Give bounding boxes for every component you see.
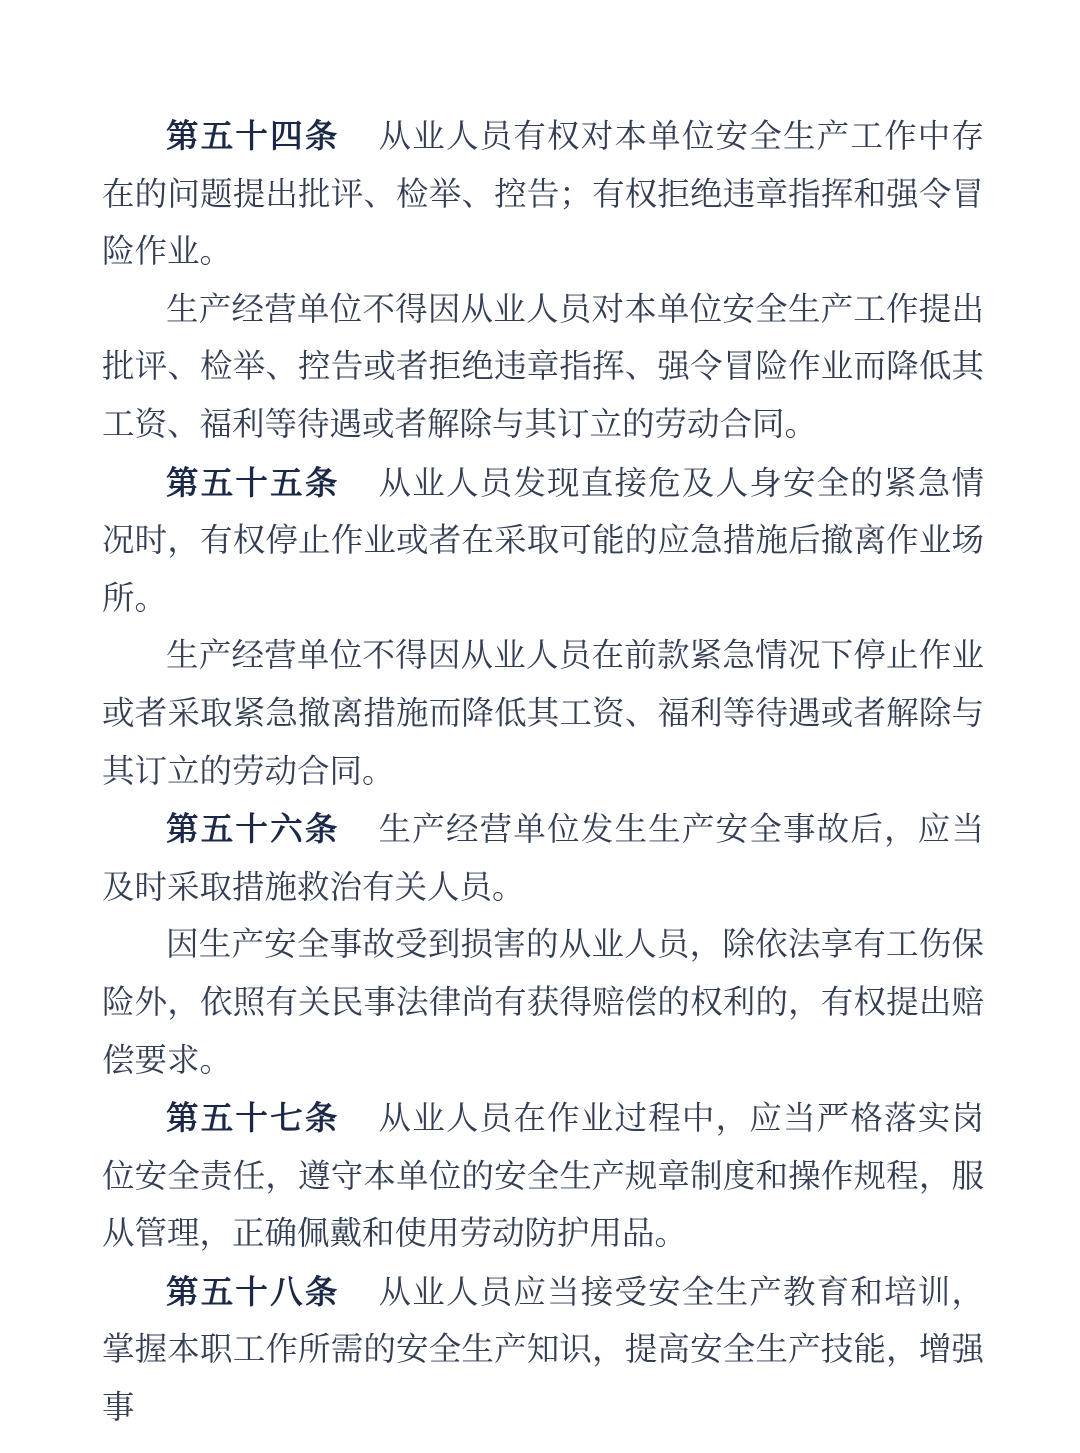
article-55-paragraph-2: 生产经营单位不得因从业人员在前款紧急情况下停止作业或者采取紧急撤离措施而降低其工资、福利等待遇或者解除与其订立的劳动合同。 (102, 638, 984, 790)
article-55-number: 第五十五条 (166, 464, 340, 501)
article-54-text-1: 从业人员有权对本单位安全生产工作中存在的问题提出批评、检举、控告；有权拒绝违章指挥和强令冒险作业。 (102, 119, 984, 271)
article-56-paragraph-2: 因生产安全事故受到损害的从业人员，除依法享有工伤保险外，依照有关民事法律尚有获得赔偿的权利的，有权提出赔偿要求。 (102, 927, 984, 1079)
article-56-text-1: 生产经营单位发生生产安全事故后，应当及时采取措施救治有关人员。 (102, 812, 984, 906)
article-54-number: 第五十四条 (166, 118, 340, 154)
article-56-paragraph-1 (102, 801, 984, 917)
article-54-paragraph-1 (102, 108, 984, 282)
law-text-body (102, 108, 984, 1438)
article-55-paragraph-1 (102, 455, 984, 629)
article-57-paragraph-1 (102, 1090, 984, 1264)
article-55-text-1: 从业人员发现直接危及人身安全的紧急情况时，有权停止作业或者在采取可能的应急措施后撤离作业场所。 (102, 465, 984, 617)
article-56-number: 第五十六条 (166, 811, 340, 848)
article-58-paragraph-1 (102, 1264, 984, 1438)
article-57-number: 第五十七条 (166, 1100, 340, 1137)
article-57-text-1: 从业人员在作业过程中，应当严格落实岗位安全责任，遵守本单位的安全生产规章制度和操作规程，服从管理，正确佩戴和使用劳动防护用品。 (102, 1101, 984, 1253)
article-58-text-1: 从业人员应当接受安全生产教育和培训，掌握本职工作所需的安全生产知识，提高安全生产技能，增强事 (102, 1274, 984, 1427)
article-54-paragraph-2: 生产经营单位不得因从业人员对本单位安全生产工作提出批评、检举、控告或者拒绝违章指挥、强令冒险作业而降低其工资、福利等待遇或者解除与其订立的劳动合同。 (102, 291, 984, 443)
article-58-number: 第五十八条 (166, 1273, 340, 1310)
